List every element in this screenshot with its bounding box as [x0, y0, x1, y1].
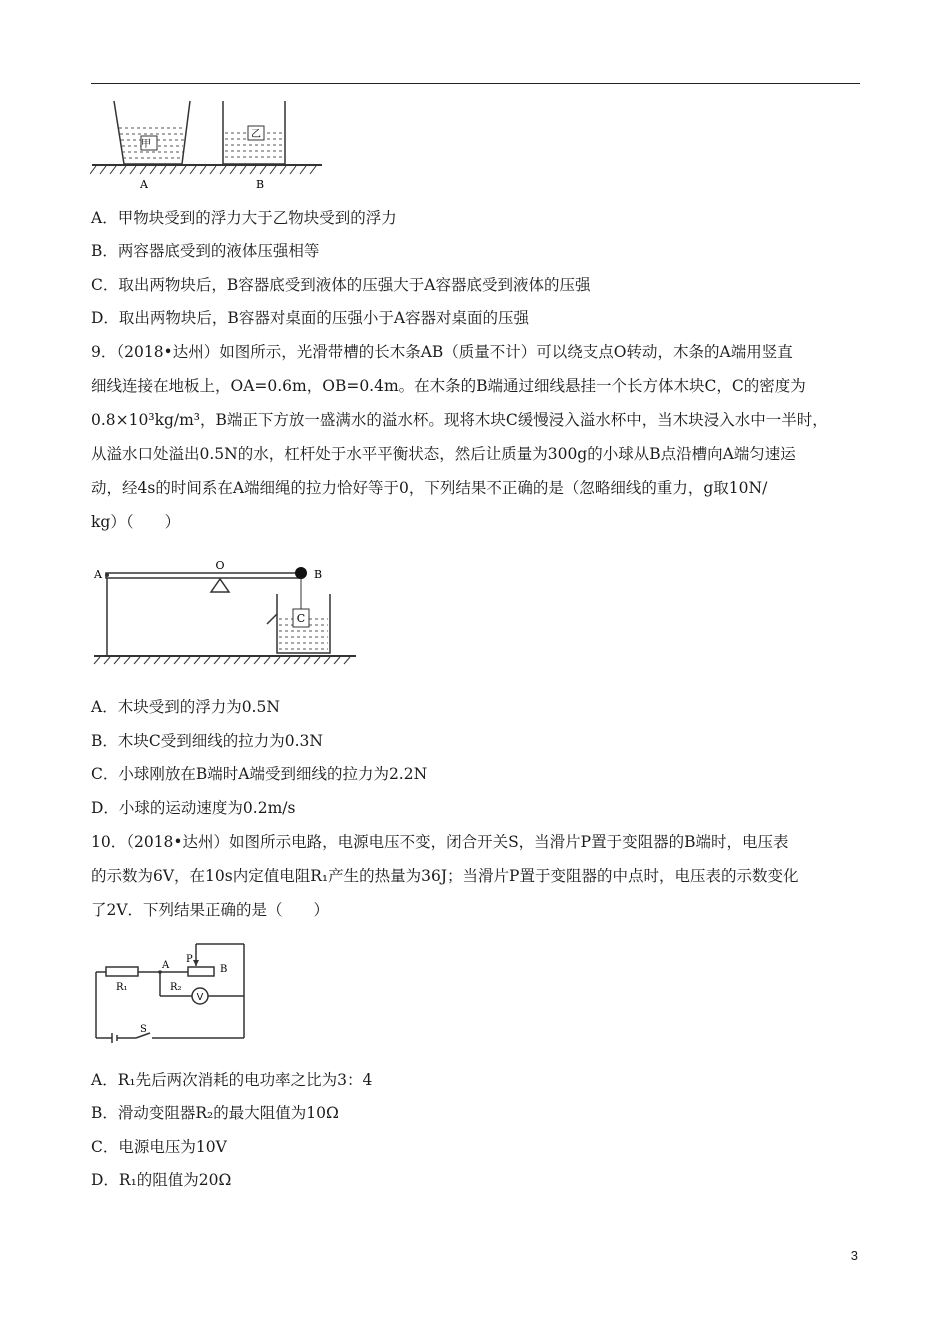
figure-containers	[90, 96, 330, 196]
q8-option-a: A．甲物块受到的浮力大于乙物块受到的浮力	[91, 209, 397, 227]
label-b: B	[313, 568, 323, 581]
q10-option-b: B．滑动变阻器R₂的最大阻值为10Ω	[91, 1104, 339, 1122]
label-p: P	[186, 954, 193, 965]
label-a: A	[162, 960, 170, 971]
q10-stem-line-1: 10．（2018•达州）如图所示电路，电源电压不变，闭合开关S，当滑片P置于变阻器的B端时，电压表	[91, 833, 789, 851]
q9-option-c: C．小球刚放在B端时A端受到细线的拉力为2.2N	[91, 765, 428, 783]
label-s: S	[140, 1024, 147, 1035]
label-v: V	[196, 992, 204, 1003]
label-r2: R₂	[170, 982, 182, 993]
box-b-label: 乙	[251, 129, 261, 140]
q9-stem-line-6: kg）（ ）	[91, 513, 181, 531]
q8-option-b: B．两容器底受到的液体压强相等	[91, 242, 320, 260]
q8-option-d: D．取出两物块后，B容器对桌面的压强小于A容器对桌面的压强	[91, 309, 530, 327]
label-a: A	[140, 178, 148, 191]
q10-option-d: D．R₁的阻值为20Ω	[91, 1171, 232, 1189]
ball	[295, 567, 307, 579]
label-r1: R₁	[116, 982, 128, 993]
fulcrum	[211, 579, 229, 592]
q10-stem-line-2: 的示数为6V，在10s内定值电阻R₁产生的热量为36J；当滑片P置于变阻器的中点时，电压表的示数变化	[91, 867, 799, 885]
label-a: A	[94, 568, 102, 581]
q9-option-d: D．小球的运动速度为0.2m/s	[91, 799, 296, 817]
q9-stem-line-2: 细线连接在地板上，OA=0.6m，OB=0.4m。在木条的B端通过细线悬挂一个长方体木块C，C的密度为	[91, 377, 806, 395]
container-a	[114, 101, 190, 164]
q8-option-c: C．取出两物块后，B容器底受到液体的压强大于A容器底受到液体的压强	[91, 276, 591, 294]
label-b: B	[220, 964, 228, 975]
label-c: C	[296, 612, 306, 625]
q9-stem-line-1: 9．（2018•达州）如图所示，光滑带槽的长木条AB（质量不计）可以绕支点O转动，木条的A端用竖直	[91, 343, 793, 361]
q9-option-b: B．木块C受到细线的拉力为0.3N	[91, 732, 323, 750]
q10-option-c: C．电源电压为10V	[91, 1138, 227, 1156]
q9-stem-line-3: 0.8×10³kg/m³，B端正下方放一盛满水的溢水杯。现将木块C缓慢浸入溢水杯中，当木块浸入水中一半时，	[91, 411, 828, 429]
label-o: O	[215, 559, 225, 572]
figure-circuit	[90, 938, 250, 1046]
q10-option-a: A．R₁先后两次消耗的电功率之比为3：4	[91, 1071, 373, 1089]
figure-lever	[90, 557, 360, 665]
box-a-label: 甲	[141, 139, 151, 150]
q9-option-a: A．木块受到的浮力为0.5N	[91, 698, 280, 716]
lever-beam	[106, 573, 302, 578]
q10-stem-line-3: 了2V．下列结果正确的是（ ）	[91, 901, 330, 919]
q9-stem-line-5: 动，经4s的时间系在A端细绳的拉力恰好等于0，下列结果不正确的是（忽略细线的重力，g取10N/	[91, 479, 768, 497]
page-number: 3	[850, 1248, 858, 1263]
q9-stem-line-4: 从溢水口处溢出0.5N的水，杠杆处于水平平衡状态，然后让质量为300g的小球从B点沿槽向A端匀速运	[91, 445, 796, 463]
header-rule	[91, 83, 860, 84]
label-b: B	[255, 178, 265, 191]
